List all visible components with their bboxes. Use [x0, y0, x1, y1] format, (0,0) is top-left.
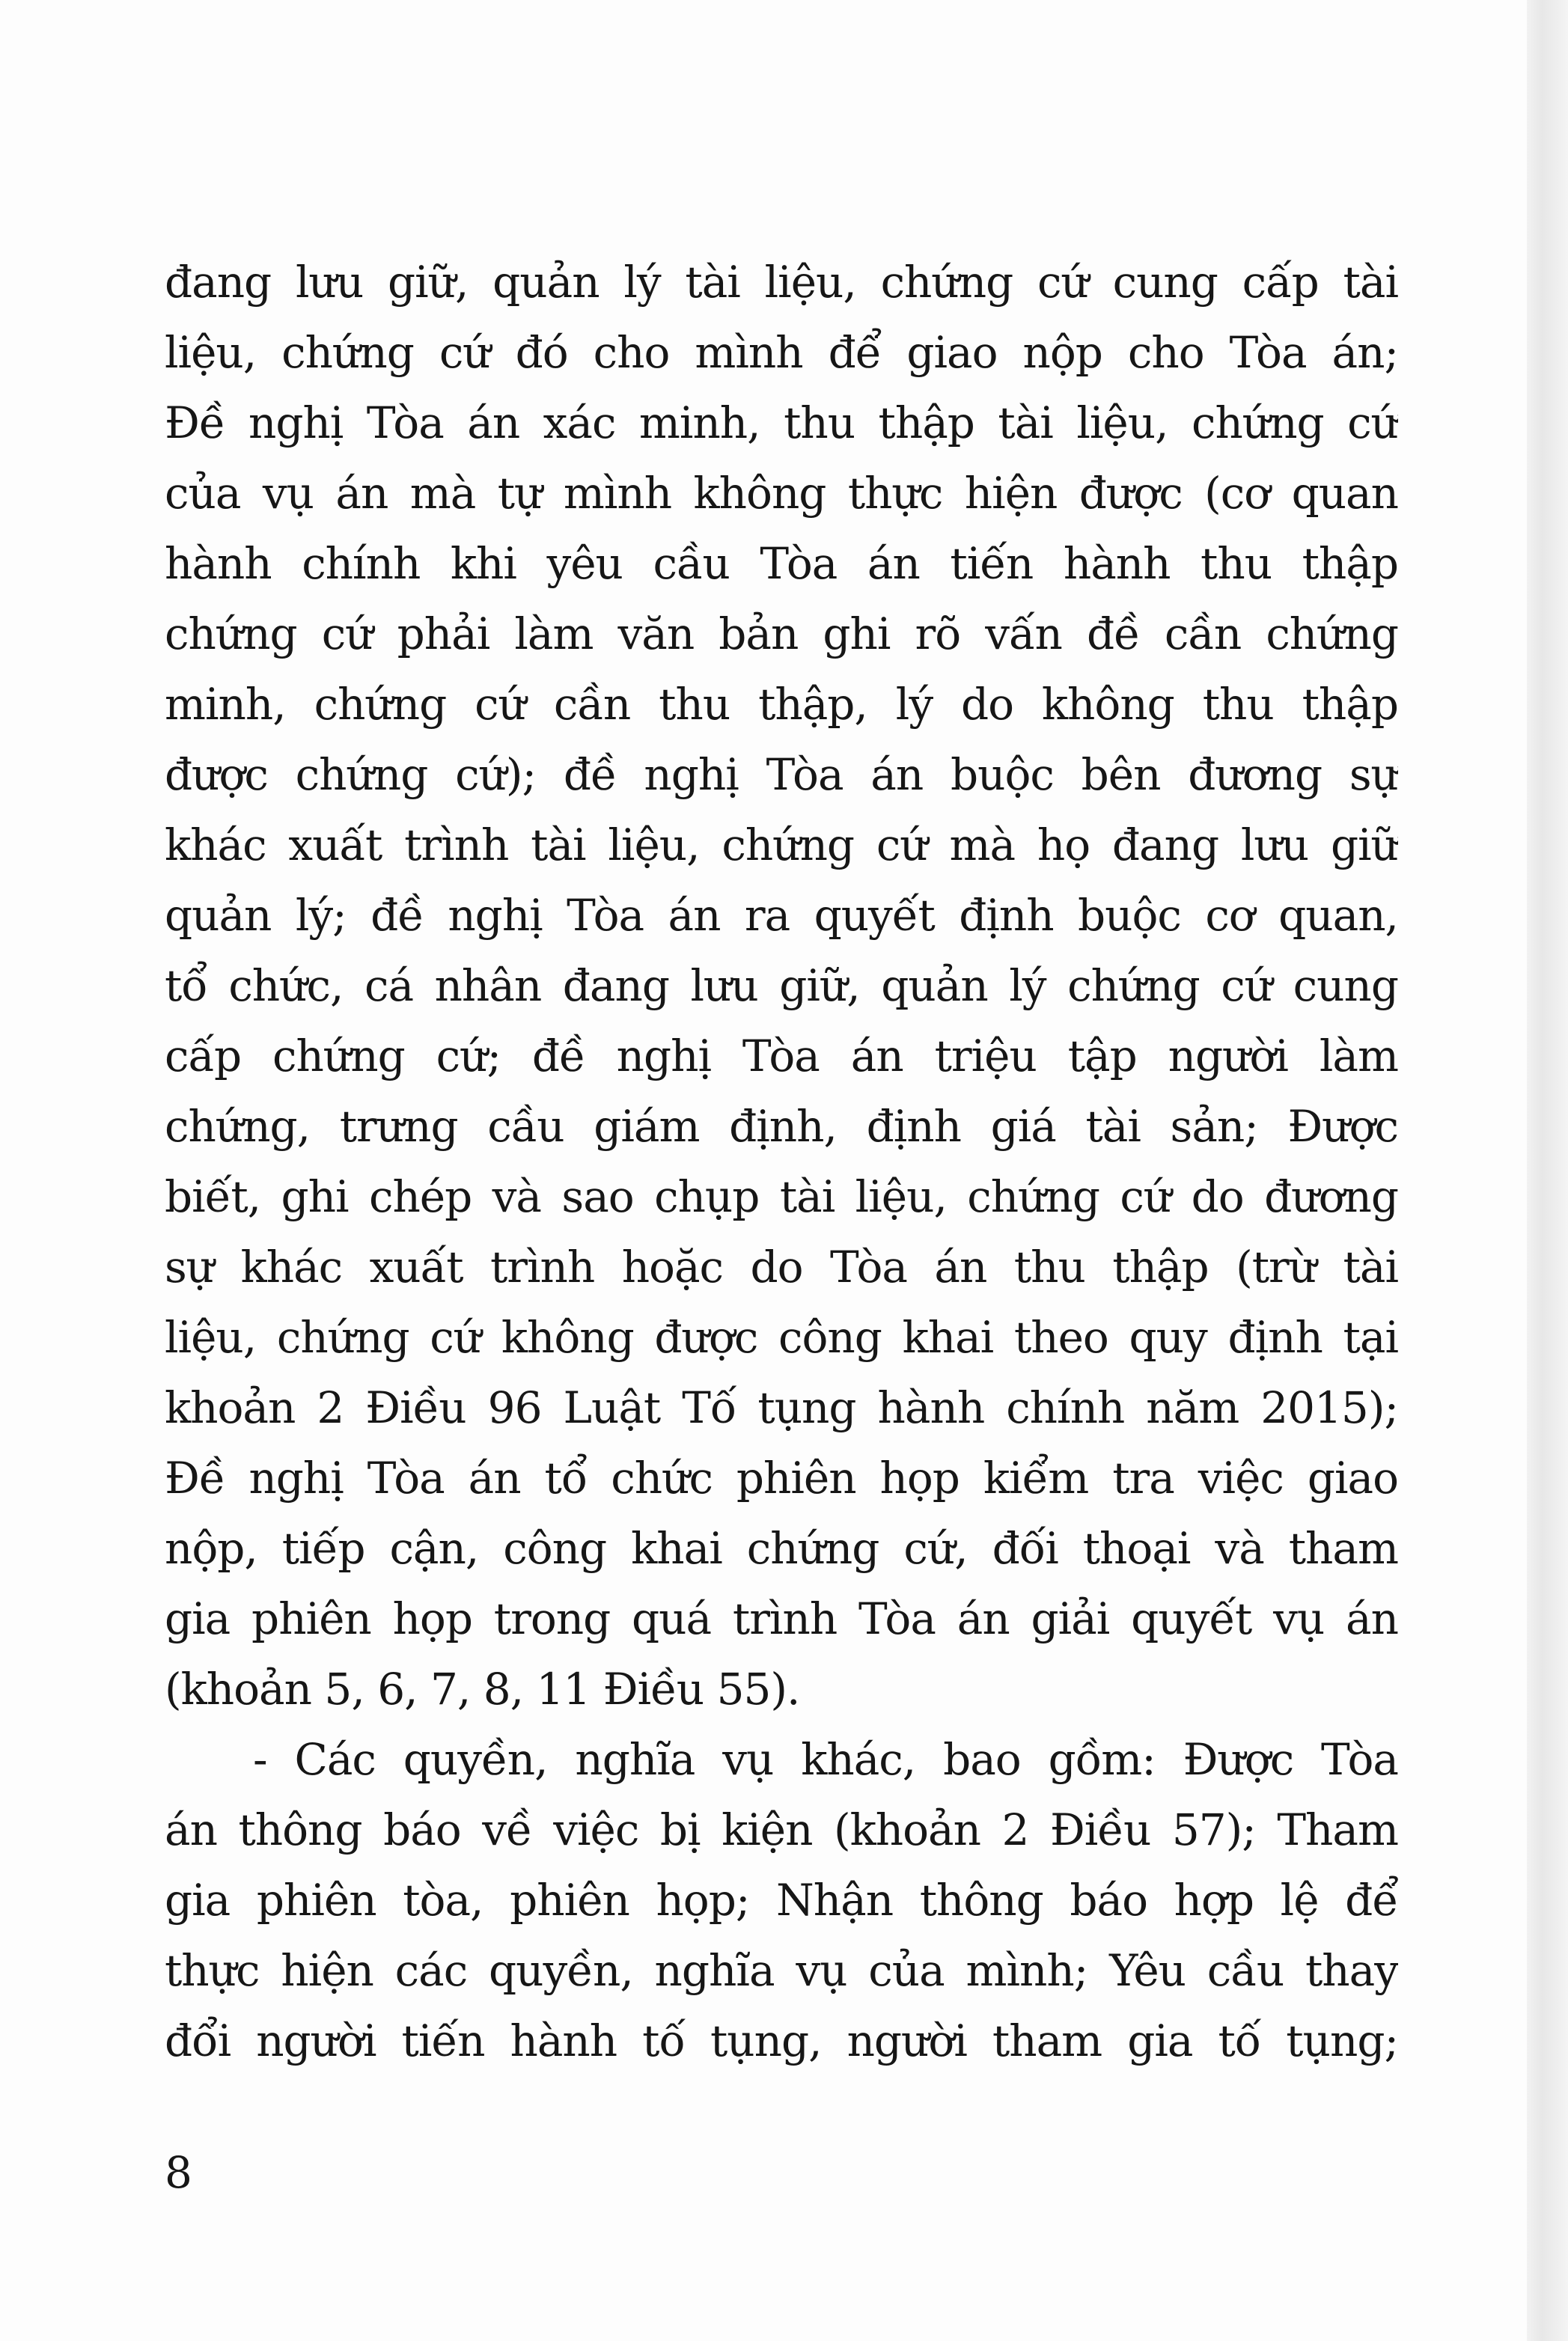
text-line: án thông báo về việc bị kiện (khoản 2 Điều 57); Tham — [165, 1804, 1398, 1855]
text-line: đang lưu giữ, quản lý tài liệu, chứng cứ cung cấp tài — [165, 257, 1398, 308]
text-line: được chứng cứ); đề nghị Tòa án buộc bên đương sự — [165, 749, 1398, 800]
body-text — [165, 247, 1398, 2076]
text-line: minh, chứng cứ cần thu thập, lý do không thu thập — [165, 679, 1398, 730]
text-line: sự khác xuất trình hoặc do Tòa án thu thập (trừ tài — [165, 1242, 1398, 1292]
text-line: quản lý; đề nghị Tòa án ra quyết định buộc cơ quan, — [165, 890, 1398, 941]
text-line: cấp chứng cứ; đề nghị Tòa án triệu tập người làm — [165, 1031, 1398, 1081]
text-line: tổ chức, cá nhân đang lưu giữ, quản lý chứng cứ cung — [165, 960, 1398, 1011]
text-line: đổi người tiến hành tố tụng, người tham gia tố tụng; — [165, 2015, 1398, 2066]
text-line: gia phiên tòa, phiên họp; Nhận thông báo hợp lệ để — [165, 1875, 1398, 1926]
text-line: của vụ án mà tự mình không thực hiện được (cơ quan — [165, 468, 1398, 519]
text-line: biết, ghi chép và sao chụp tài liệu, chứng cứ do đương — [165, 1171, 1398, 1222]
text-line: Đề nghị Tòa án tổ chức phiên họp kiểm tra việc giao — [165, 1453, 1398, 1504]
text-line: gia phiên họp trong quá trình Tòa án giải quyết vụ án — [165, 1593, 1398, 1644]
text-line: chứng cứ phải làm văn bản ghi rõ vấn đề cần chứng — [165, 608, 1398, 659]
text-line: thực hiện các quyền, nghĩa vụ của mình; Yêu cầu thay — [165, 1945, 1398, 1996]
text-line: liệu, chứng cứ đó cho mình để giao nộp cho Tòa án; — [165, 327, 1398, 378]
page-edge-shadow — [1527, 0, 1568, 2341]
text-line: khác xuất trình tài liệu, chứng cứ mà họ đang lưu giữ — [165, 819, 1398, 870]
text-line: nộp, tiếp cận, công khai chứng cứ, đối thoại và tham — [165, 1523, 1398, 1574]
text-line: chứng, trưng cầu giám định, định giá tài sản; Được — [165, 1101, 1398, 1152]
text-line: khoản 2 Điều 96 Luật Tố tụng hành chính năm 2015); — [165, 1382, 1398, 1433]
text-line: Đề nghị Tòa án xác minh, thu thập tài liệu, chứng cứ — [165, 397, 1398, 448]
text-line: liệu, chứng cứ không được công khai theo quy định tại — [165, 1312, 1398, 1363]
page-number: 8 — [165, 2147, 192, 2198]
paragraph-first-line: - Các quyền, nghĩa vụ khác, bao gồm: Được Tòa — [253, 1734, 1398, 1785]
paragraph-end-line: (khoản 5, 6, 7, 8, 11 Điều 55). — [165, 1664, 800, 1715]
text-line: hành chính khi yêu cầu Tòa án tiến hành thu thập — [165, 538, 1398, 589]
